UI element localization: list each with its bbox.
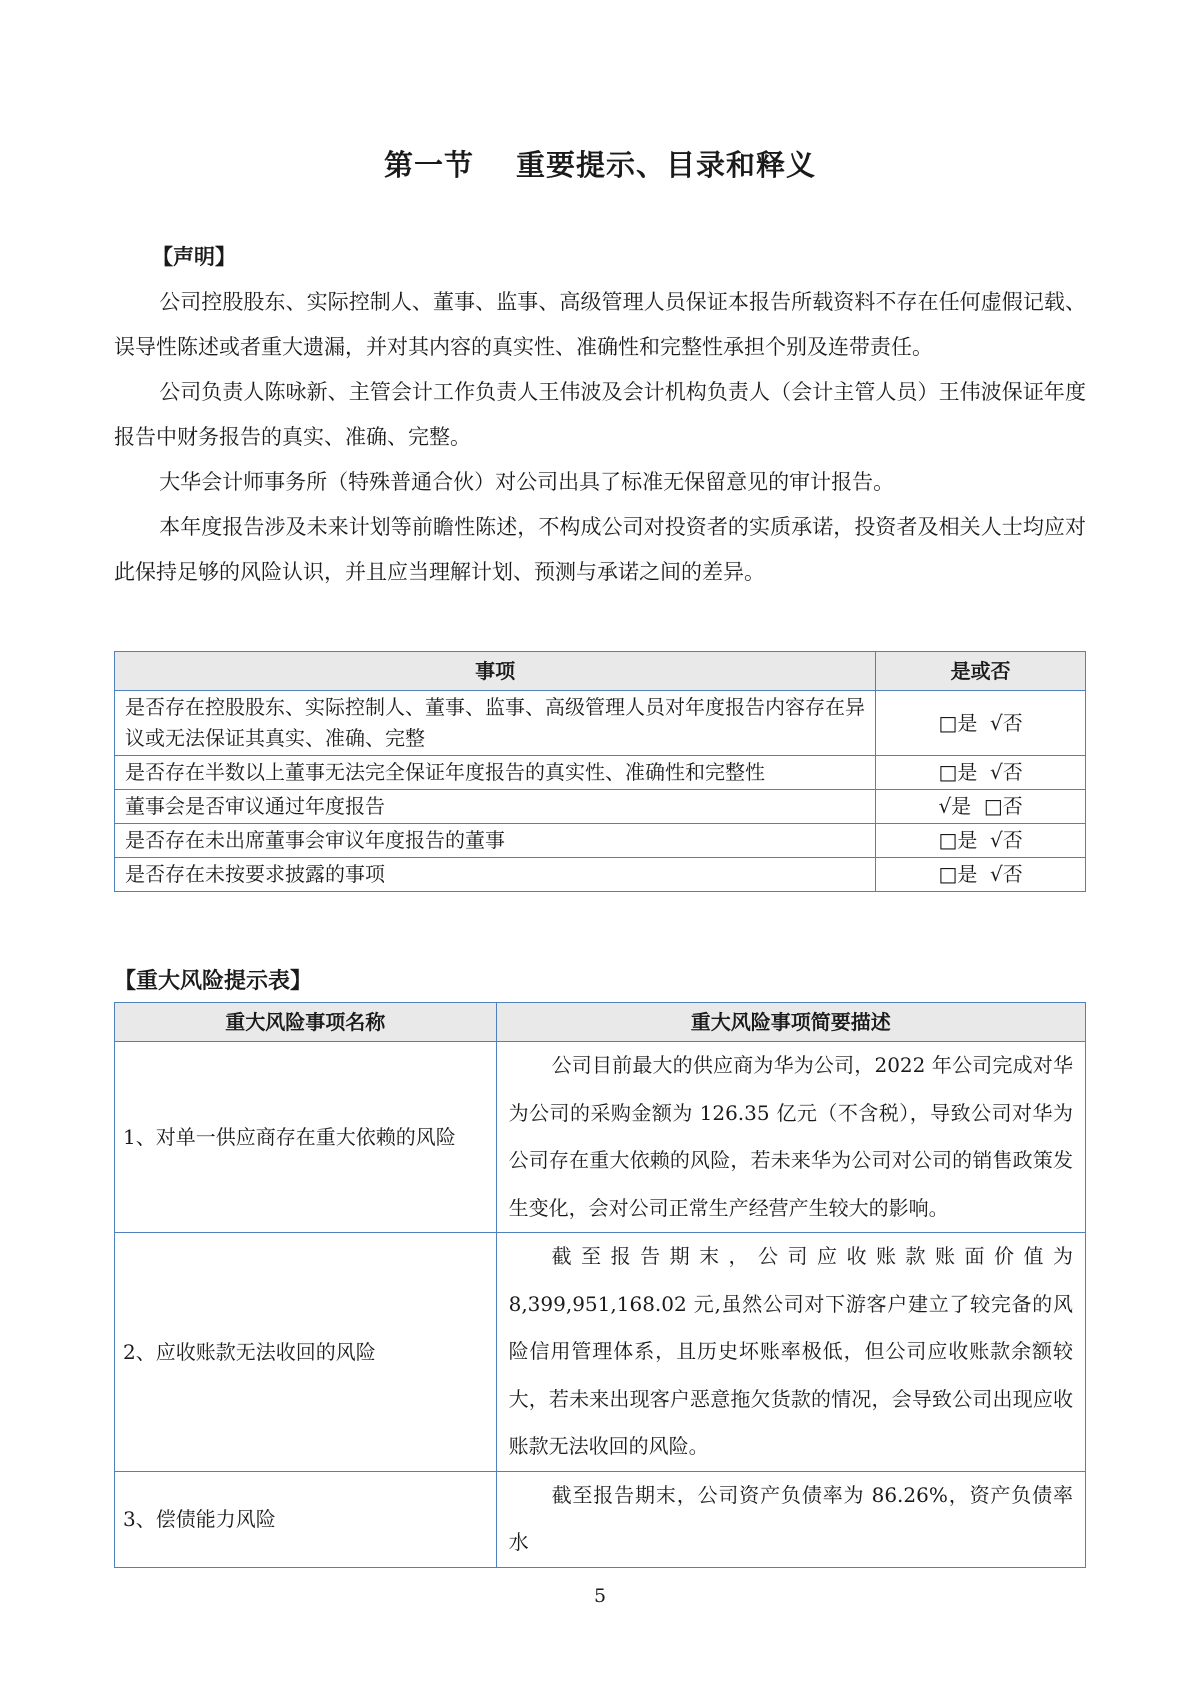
declaration-paragraph: 公司控股股东、实际控制人、董事、监事、高级管理人员保证本报告所载资料不存在任何虚假记载、误导性陈述或者重大遗漏，并对其内容的真实性、准确性和完整性承担个别及连带责任。 [114, 290, 1086, 359]
page-title [114, 148, 1086, 182]
yes-no-table [114, 651, 1086, 892]
table-row [115, 1471, 1086, 1567]
item-text: 是否存在控股股东、实际控制人、董事、监事、高级管理人员对年度报告内容存在异议或无法保证其真实、准确、完整 [115, 691, 876, 756]
answer-checkboxes: □是 √否 [876, 756, 1086, 790]
item-text: 是否存在未出席董事会审议年度报告的董事 [115, 824, 876, 858]
risk-description: 截至报告期末，公司应收账款账面价值为 8,399,951,168.02 元,虽然公司对下游客户建立了较完备的风险信用管理体系，且历史坏账率极低，但公司应收账款余额较大，若未来出现客户恶意拖欠货款的情况，会导致公司出现应收账款无法收回的风险。 [496, 1233, 1085, 1472]
item-text: 是否存在半数以上董事无法完全保证年度报告的真实性、准确性和完整性 [115, 756, 876, 790]
risk-description: 公司目前最大的供应商为华为公司，2022 年公司完成对华为公司的采购金额为 126.35 亿元（不含税），导致公司对华为公司存在重大依赖的风险，若未来华为公司对公司的销售政策发生变化，会对公司正常生产经营产生较大的影响。 [496, 1042, 1085, 1233]
table-header-row [115, 1003, 1086, 1042]
major-risk-table [114, 1002, 1086, 1568]
declaration-paragraph: 公司负责人陈咏新、主管会计工作负责人王伟波及会计机构负责人（会计主管人员）王伟波保证年度报告中财务报告的真实、准确、完整。 [114, 380, 1086, 449]
table-row [115, 1042, 1086, 1233]
answer-checkboxes: □是 √否 [876, 824, 1086, 858]
risk-description: 截至报告期末，公司资产负债率为 86.26%，资产负债率水 [496, 1471, 1085, 1567]
risk-name: 3、偿债能力风险 [115, 1471, 497, 1567]
column-header-risk-description: 重大风险事项简要描述 [496, 1003, 1085, 1042]
page-number: 5 [593, 1584, 607, 1607]
risk-name: 1、对单一供应商存在重大依赖的风险 [115, 1042, 497, 1233]
page-title-section-name: 重要提示、目录和释义 [516, 148, 817, 182]
column-header-answer: 是或否 [876, 652, 1086, 691]
risk-name: 2、应收账款无法收回的风险 [115, 1233, 497, 1472]
table-row [115, 1233, 1086, 1472]
declaration-paragraph: 大华会计师事务所（特殊普通合伙）对公司出具了标准无保留意见的审计报告。 [159, 470, 895, 494]
declaration-paragraph: 本年度报告涉及未来计划等前瞻性陈述，不构成公司对投资者的实质承诺，投资者及相关人士均应对此保持足够的风险认识，并且应当理解计划、预测与承诺之间的差异。 [114, 515, 1086, 584]
answer-checkboxes: √是 □否 [876, 790, 1086, 824]
table-row [115, 756, 1086, 790]
answer-checkboxes: □是 √否 [876, 691, 1086, 756]
table-row [115, 691, 1086, 756]
table-row [115, 824, 1086, 858]
column-header-item: 事项 [115, 652, 876, 691]
declaration-paragraphs [114, 280, 1086, 595]
declaration-heading: 【声明】 [152, 244, 236, 269]
table-row [115, 858, 1086, 892]
page-title-section-number: 第一节 [383, 148, 474, 182]
item-text: 是否存在未按要求披露的事项 [115, 858, 876, 892]
table-header-row [115, 652, 1086, 691]
table-row [115, 790, 1086, 824]
risk-table-heading: 【重大风险提示表】 [114, 968, 313, 994]
column-header-risk-name: 重大风险事项名称 [115, 1003, 497, 1042]
item-text: 董事会是否审议通过年度报告 [115, 790, 876, 824]
answer-checkboxes: □是 √否 [876, 858, 1086, 892]
